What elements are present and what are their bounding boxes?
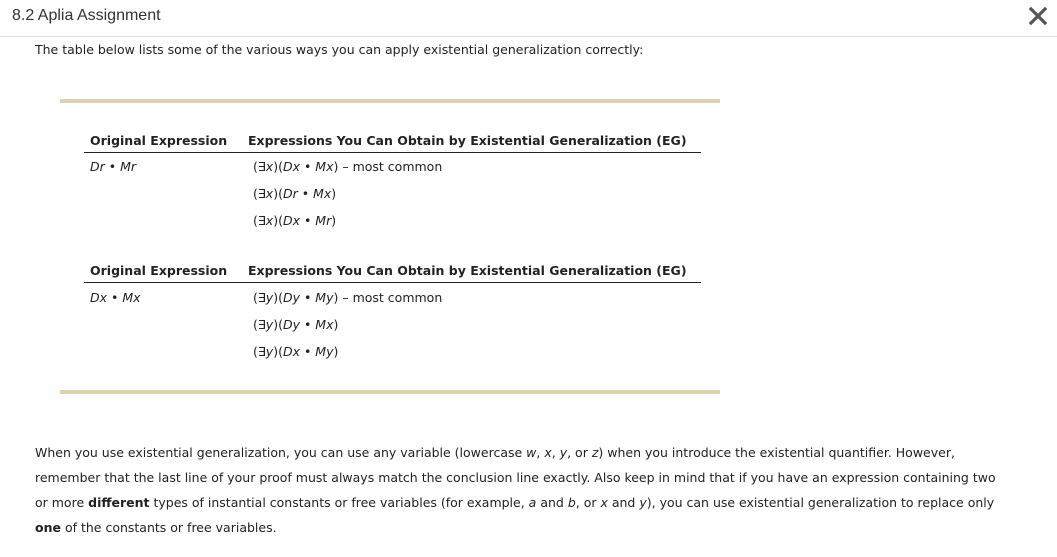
table2-header-rule — [84, 282, 701, 283]
table2-header-eg: Expressions You Can Obtain by Existential Generalization (EG) — [248, 263, 687, 278]
table2-eg-row-2: (∃y)(Dy • Mx) — [253, 317, 339, 332]
explanation-paragraph: When you use existential generalization, you can use any variable (lowercase w, x, y, or z) when you introduce the existential quantifier. However, remember that the last line of your proof must always match the conclusion line exactly. Also keep in mind that if you have an expression containing two or more different types of instantial constants or free variables (for example, a and b, or x and y), you can use existential generalization to replace only one of the constants or free variables. — [35, 445, 996, 535]
window-title: 8.2 Aplia Assignment — [12, 7, 161, 24]
close-icon[interactable] — [1027, 5, 1049, 27]
bottom-divider — [60, 390, 720, 394]
table2-eg-row-3: (∃y)(Dx • My) — [253, 344, 339, 359]
table1-eg-row-1: (∃x)(Dx • Mx) – most common — [253, 159, 443, 174]
table2-eg-row-1: (∃y)(Dy • My) – most common — [253, 290, 443, 305]
top-divider — [60, 99, 720, 103]
table2-original-expression: Dx • Mx — [90, 290, 141, 305]
table1-header-rule — [84, 152, 701, 153]
table1-original-expression: Dr • Mr — [90, 159, 137, 174]
table1-header-eg: Expressions You Can Obtain by Existential Generalization (EG) — [248, 133, 687, 148]
intro-text: The table below lists some of the various ways you can apply existential generalization correctly: — [35, 42, 644, 57]
table2-header-original: Original Expression — [90, 263, 228, 278]
table1-eg-row-3: (∃x)(Dx • Mr) — [253, 213, 337, 228]
title-bar — [0, 0, 1057, 37]
table1-header-original: Original Expression — [90, 133, 228, 148]
table1-eg-row-2: (∃x)(Dr • Mx) — [253, 186, 337, 201]
